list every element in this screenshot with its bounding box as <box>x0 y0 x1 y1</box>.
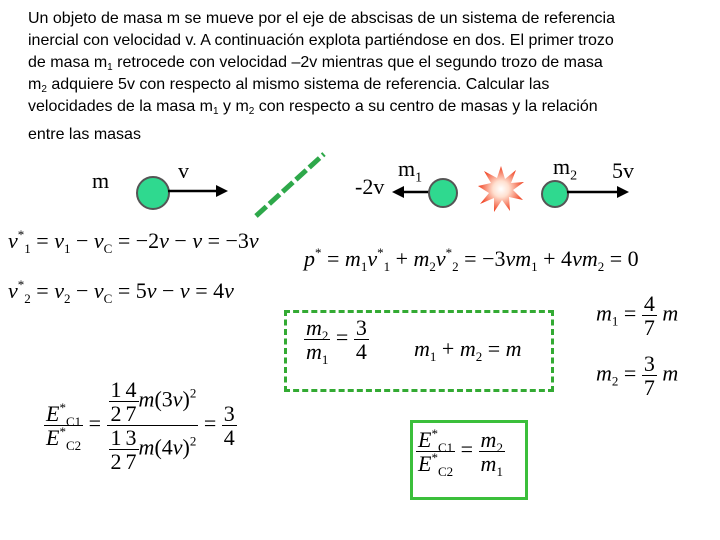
velocity-label: v <box>178 158 189 183</box>
problem-line-3: de masa $m_1$ retrocede con velocidad –2v mientras que el segundo trozo de masa <box>28 54 603 73</box>
energy-mass-ratio-equation: $\frac{E^*_{C1}}{E^*_{C2}}$ = $\frac{m_2}{m_1}$ <box>418 426 503 480</box>
neg-velocity-label: -2v <box>355 174 385 199</box>
explosion-icon <box>476 164 526 214</box>
problem-line-4: $m_2$ adquiere 5v con respecto al mismo sistema de referencia. Calcular las <box>28 76 550 95</box>
m1-label: $m_1$ <box>398 156 423 186</box>
v2-star-equation: $v^*_2 = v_2 - v_C = 5v - v = 4v$ <box>8 277 234 306</box>
energy-ratio-equation: $\frac{E^*_{C1}}{E^*_{C2}}$ = $\frac{1}{2}$ $\frac{4}{7}$ $m(3v)^2$ $\frac{1}{2}$ $\frac{3}{7}$ $m(4v)^2$ = $\frac{3}{4}$ <box>46 377 235 475</box>
m1-value-equation: $m_1$ = $\frac{4}{7}$ m <box>596 291 679 341</box>
momentum-equation: $p^* = m_1v^*_1 + m_2v^*_2 = -3vm_1 + 4vm_2 = 0$ <box>304 245 639 274</box>
problem-line-5: velocidades de la masa $m_1$ y $m_2$ con respecto a su centro de masas y la relación <box>28 98 598 117</box>
mass-ratio-equation: $\frac{m_2}{m_1}$ = $\frac{3}{4}$ <box>306 315 367 368</box>
problem-line-2: inercial con velocidad v. A continuación explota partiéndose en dos. El primer trozo <box>28 32 614 49</box>
mass-sum-equation: $m_1 + m_2 = m$ <box>414 336 522 364</box>
m2-value-equation: $m_2$ = $\frac{3}{7}$ m <box>596 351 679 401</box>
m2-label: $m_2$ <box>553 154 578 184</box>
problem-line-6: entre las masas <box>28 126 141 143</box>
mass-ball <box>136 176 170 210</box>
right-arrow-icon <box>565 183 631 201</box>
v1-star-equation: $v^*_1 = v_1 - v_C = -2v - v = -3v$ <box>8 227 259 256</box>
velocity-arrow-icon <box>166 182 230 200</box>
divider-line <box>250 150 330 222</box>
pos-velocity-label: 5v <box>612 158 634 183</box>
problem-statement <box>28 8 688 146</box>
fragment-ball-1 <box>428 178 458 208</box>
mass-label: m <box>92 168 110 193</box>
problem-line-1: Un objeto de masa m se mueve por el eje de abscisas de un sistema de referencia <box>28 10 615 27</box>
